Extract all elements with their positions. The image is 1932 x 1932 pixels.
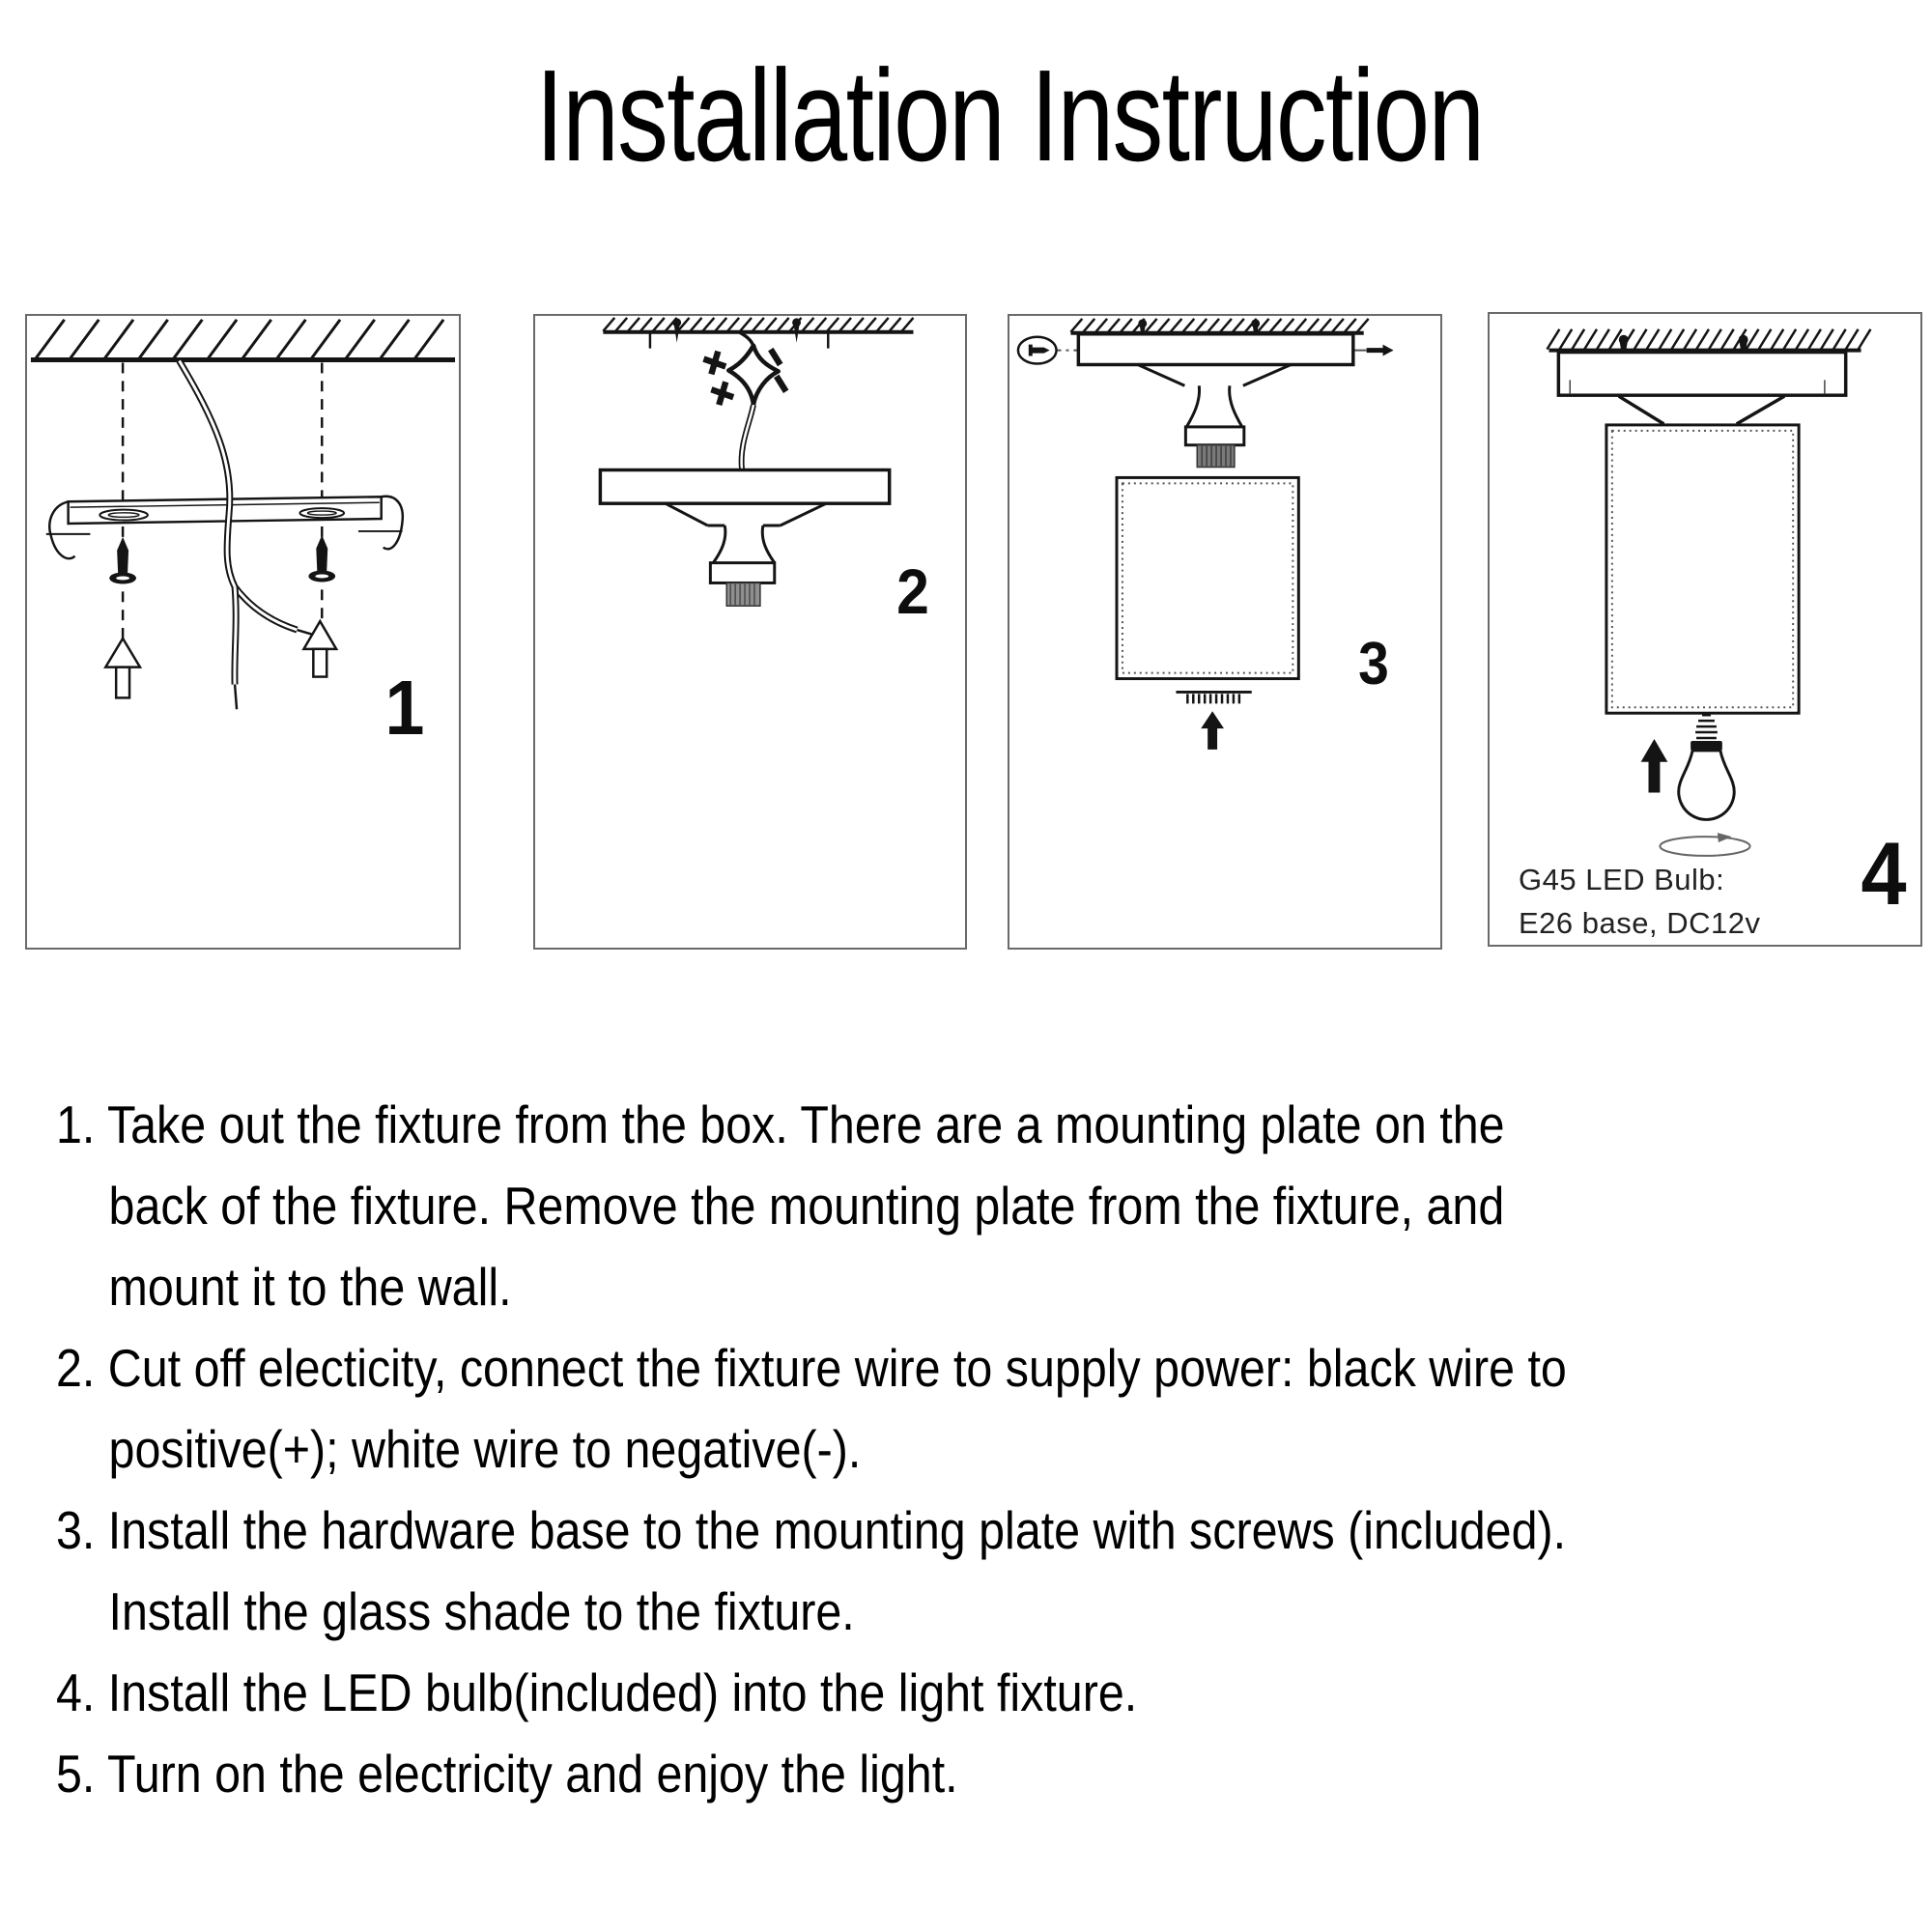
ceiling-hatch — [1547, 329, 1870, 351]
supply-wire — [180, 361, 317, 710]
glass-shade — [1117, 477, 1298, 678]
step-number-1: 1 — [384, 665, 425, 751]
instruction-line: 1. Take out the fixture from the box. There are a mounting plate on the — [56, 1094, 1505, 1154]
instruction-line: mount it to the wall. — [108, 1257, 512, 1317]
step3-panel — [1008, 314, 1442, 950]
instruction-line: back of the fixture. Remove the mounting plate from the fixture, and — [108, 1176, 1505, 1236]
mounting-plate — [1078, 334, 1352, 365]
instruction-line: 3. Install the hardware base to the mounting plate with screws (included). — [56, 1500, 1567, 1560]
step2-panel — [533, 314, 967, 950]
screw-icon — [109, 535, 335, 584]
rotate-arrow-icon — [1660, 833, 1749, 856]
instruction-line: 2. Cut off electicity, connect the fixture wire to supply power: black wire to — [56, 1338, 1567, 1398]
page-title: Installation Instruction — [535, 43, 1484, 188]
instruction-line: 4. Install the LED bulb(included) into the light fixture. — [56, 1662, 1138, 1722]
fixture-wire — [742, 405, 753, 469]
socket-base — [666, 503, 827, 606]
bracket-slot-right — [299, 508, 344, 518]
ceiling-hatch — [31, 320, 455, 360]
instruction-line: positive(+); white wire to negative(-). — [108, 1419, 862, 1479]
step-number-2: 2 — [896, 555, 929, 627]
step1-panel — [25, 314, 461, 950]
plus-mark — [703, 352, 733, 406]
bracket-slot-left — [99, 510, 148, 521]
screw-circled-icon — [1018, 337, 1057, 364]
socket-thread — [726, 582, 760, 606]
wire-twist-connector — [703, 332, 785, 405]
canopy-plate — [600, 470, 889, 504]
shade-thread-ring — [1176, 692, 1251, 703]
right-arrow-icon — [1367, 345, 1394, 356]
led-bulb-icon — [1679, 715, 1734, 819]
socket-base — [1138, 364, 1292, 467]
glass-shade — [1606, 425, 1799, 713]
bulb-caption-line2: E26 base, DC12v — [1519, 906, 1761, 940]
ceiling-hatch — [1070, 319, 1368, 333]
socket-funnel — [1619, 396, 1784, 424]
bulb-caption-line1: G45 LED Bulb: — [1519, 863, 1725, 896]
step1-diagram — [27, 316, 459, 948]
instruction-line: Install the glass shade to the fixture. — [108, 1581, 855, 1641]
mounting-plate — [1558, 353, 1845, 396]
step4-panel — [1488, 312, 1922, 947]
step-number-4: 4 — [1861, 825, 1907, 923]
up-arrow-icon — [1201, 711, 1224, 750]
step-number-3: 3 — [1358, 631, 1389, 697]
up-arrow-icon — [1641, 739, 1668, 793]
ceiling-hatch — [603, 318, 913, 349]
instruction-list — [56, 1084, 1909, 1814]
step2-diagram — [535, 316, 965, 948]
wall-anchor-icon — [105, 621, 336, 697]
instruction-line: 5. Turn on the electricity and enjoy the light. — [56, 1744, 958, 1804]
